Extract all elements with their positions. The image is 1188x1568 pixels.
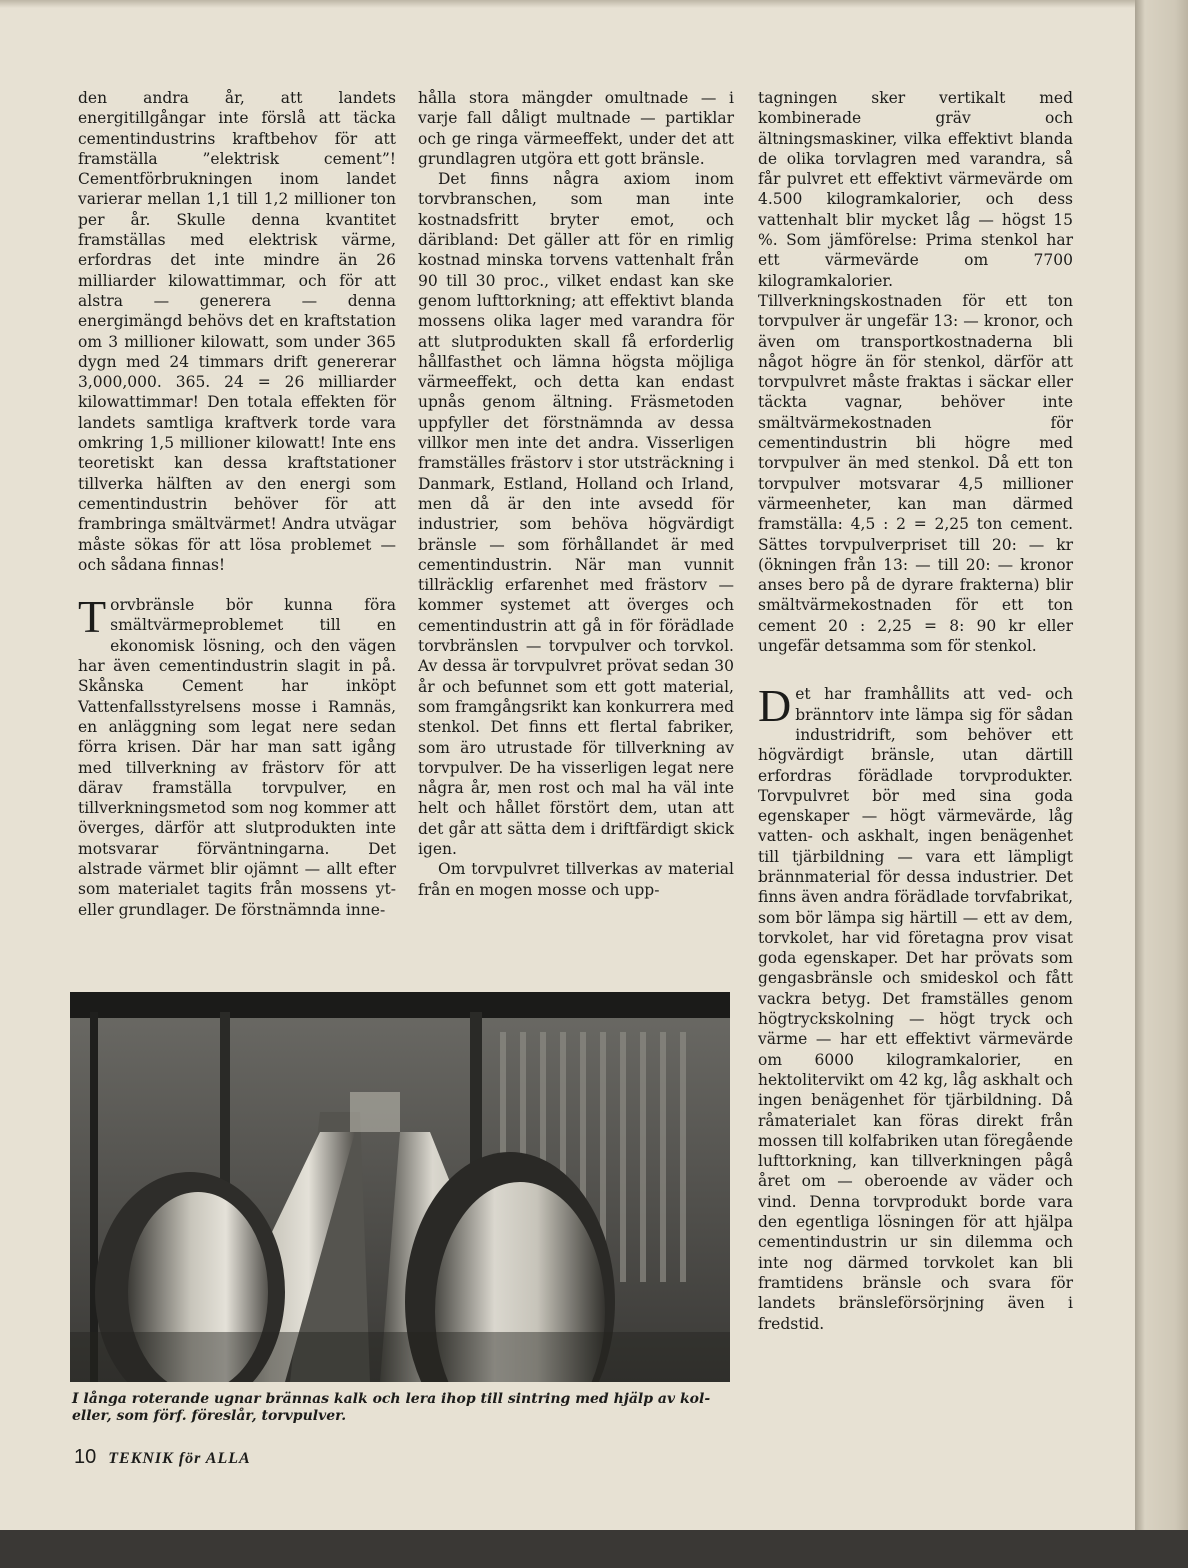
next-page-edge xyxy=(1135,0,1188,1568)
rotary-kiln-illustration xyxy=(70,992,730,1382)
background-surface xyxy=(0,1530,1188,1568)
page-number: 10 xyxy=(74,1446,97,1468)
paragraph: den andra år, att landets energitillgångar inte förslå att täcka cementindustrins kraftbehov för att framställa ”elektrisk cement”! Cementförbrukningen inom landet varierar mellan 1,1 till 1,2 millioner ton per år. Skulle denna kvantitet framställas med elektrisk värme, erfordras det inte mindre än 26 milliarder kilowattimmar, och för att alstra — generera — denna energimängd behövs det en kraftstation om 3 millioner kilowatt, som under 365 dygn med 24 timmars drift genererar 3,000,000. 365. 24 = 26 milliarder kilowattimmar! Den totala effekten för landets samtliga kraftverk torde vara omkring 1,5 millioner kilowatt! Inte ens teoretiskt kan dessa kraftstationer tillverka hälften av den energi som cementindustrin behöver för att frambringa smältvärmet! Andra utvägar måste sökas för att lösa problemet — och sådana finnas! xyxy=(78,89,396,574)
paragraph-text: orvbränsle bör kunna föra smältvärmeproblemet till en ekonomisk lösning, och den vägen har även cementindustrin slagit in på. Skånska Cement har inköpt Vattenfallsstyrelsens mosse i Ramnäs, en anläggning som legat nere sedan förra krisen. Där har man satt igång med tillverkning av frästorv för att därav framställa torvpulver, en tillverkningsmetod som nog kommer att överges, därför att slutprodukten inte motsvarar förväntningarna. Det alstrade värmet blir ojämnt — allt efter som materialet tagits från mossens yt- eller grundlager. De förstnämnda inne- xyxy=(78,596,396,919)
page-footer xyxy=(74,1446,251,1470)
kiln-photo xyxy=(70,992,730,1382)
paragraph: tagningen sker vertikalt med kombinerade gräv och ältningsmaskiner, vilka effektivt blanda de olika torvlagren med varandra, så får pulvret ett effektivt värmevärde om 4.500 kilogramkalorier, och dess vattenhalt blir mycket låg — högst 15 %. Som jämförelse: Prima stenkol har ett värmevärde om 7700 kilogramkalorier. Tillverkningskostnaden för ett ton torvpulver är ungefär 13: — kronor, och även om transportkostnaderna bli något högre än för stenkol, därför att torvpulvret måste fraktas i säckar eller täckta vagnar, behöver inte smältvärmekostnaden för cementindustrin bli högre med torvpulver än med stenkol. Då ett ton torvpulver motsvarar 4,5 millioner värmeenheter, kan man därmed framställa: 4,5 : 2 = 2,25 ton cement. Sättes torvpulverpriset till 20: — kr (ökningen från 13: — till 20: — kronor anses bero på de dyrare frakterna) blir smältvärmekostnaden för ett ton cement 20 : 2,25 = 8: 90 kr eller ungefär detsamma som för stenkol. xyxy=(758,89,1073,656)
paragraph-with-initial xyxy=(78,591,396,920)
text-column-3 xyxy=(758,88,1073,1334)
page-top-shadow xyxy=(0,0,1150,8)
text-column-1 xyxy=(78,88,396,920)
paragraph: Om torvpulvret tillverkas av material från en mogen mosse och upp- xyxy=(418,860,734,899)
paragraph-text: et har framhållits att ved- och bränntorv inte lämpa sig för sådan industridrift, som behöver ett högvärdigt bränsle, utan därtill erfordras förädlade torvprodukter. Torvpulvret bör med sina goda egenskaper — högt värmevärde, låg vatten- och askhalt, ingen benägenhet till tjärbildning — vara ett lämpligt brännmaterial för dessa industrier. Det finns även andra förädlade torvfabrikat, som bör lämpa sig härtill — ett av dem, torvkolet, har vid företagna prov visat goda egenskaper. Det har prövats som gengasbränsle och smideskol och fått vackra betyg. Det framställes genom högtryckskolning — högt tryck och värme — har ett effektivt värmevärde om 6000 kilogramkalorier, en hektolitervikt om 42 kg, låg askhalt och ingen benägenhet för tjärbildning. Då råmaterialet kan föras direkt från mossen till kolfabriken utan föregående lufttorkning, kan tillverkningen pågå året om — oberoende av väder och vind. Denna torvprodukt borde vara den egentliga lösningen för att hjälpa cementindustrin ur sin dilemma och inte nog därmed torvkolet kan bli framtidens bränsle och svara för landets bränsleförsörjning även i fredstid. xyxy=(758,685,1073,1333)
magazine-title: TEKNIK för ALLA xyxy=(108,1450,251,1467)
paragraph: Det finns några axiom inom torvbranschen, som man inte kostnadsfritt bryter emot, och däribland: Det gäller att för en rimlig kostnad minska torvens vattenhalt från 90 till 30 proc., vilket endast kan ske genom lufttorkning; att effektivt blanda mossens olika lager med varandra för att slutprodukten skall få erforderlig hållfasthet och lämna högsta möjliga värmeeffekt, och detta kan endast upnås genom ältning. Fräsmetoden uppfyller det förstnämnda av dessa villkor men inte det andra. Visserligen framställes frästorv i stor utsträckning i Danmark, Estland, Holland och Irland, men då är den inte avsedd för industrier, som behöva högvärdigt bränsle — som förhållandet är med cementindustrin. När man vunnit tillräcklig erfarenhet med frästorv — kommer systemet att överges och cementindustrin att gå in för förädlade torvbränslen — torvpulver och torvkol. Av dessa är torvpulvret prövat sedan 30 år och befunnet som ett gott material, som framgångsrikt kan konkurrera med stenkol. Det finns ett flertal fabriker, som äro utrustade för tillverkning av torvpulver. De ha visserligen legat nere några år, men rost och mal ha väl inte helt och hållet förstört dem, utan att det går att sätta dem i driftfärdigt skick igen. xyxy=(418,170,734,858)
photo-caption: I långa roterande ugnar brännas kalk och lera ihop till sintring med hjälp av kol- eller, som förf. föreslår, torvpulver. xyxy=(72,1391,711,1424)
text-column-2 xyxy=(418,88,734,900)
paragraph-with-initial xyxy=(758,680,1073,1334)
drop-cap: D xyxy=(758,680,792,732)
drop-cap: T xyxy=(78,591,107,643)
paragraph: hålla stora mängder omultnade — i varje fall dåligt multnade — partiklar och ge ringa värmeeffekt, under det att grundlagren utgöra ett gott bränsle. xyxy=(418,89,734,168)
